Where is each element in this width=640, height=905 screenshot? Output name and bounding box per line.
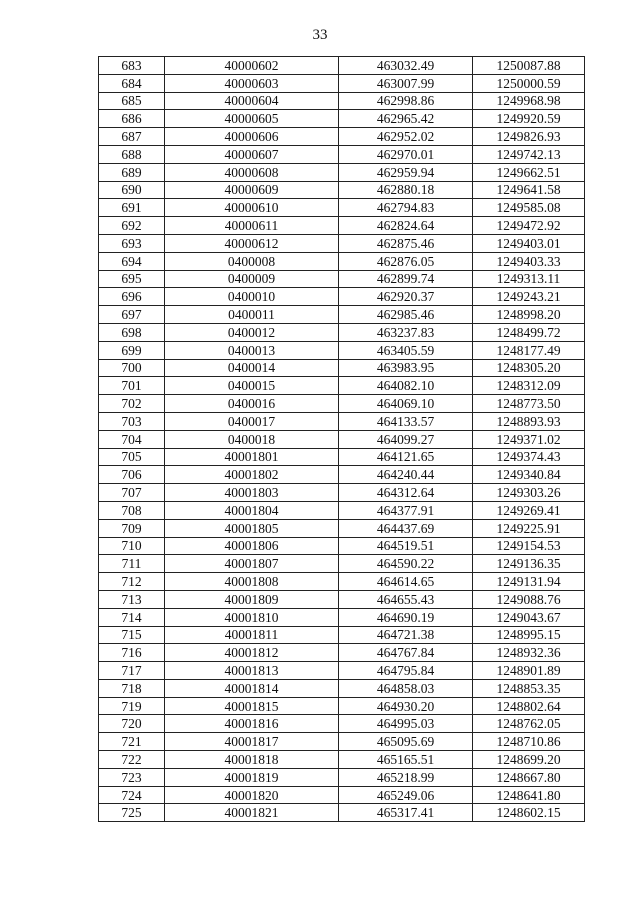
- y-coordinate-cell: 1249662.51: [473, 163, 585, 181]
- x-coordinate-cell: 462794.83: [339, 199, 473, 217]
- y-coordinate-cell: 1249269.41: [473, 501, 585, 519]
- x-coordinate-cell: 464721.38: [339, 626, 473, 644]
- point-id-cell: 40001816: [165, 715, 339, 733]
- table-row: [99, 323, 585, 341]
- row-number-cell: 687: [99, 128, 165, 146]
- point-id-cell: 40000605: [165, 110, 339, 128]
- row-number-cell: 690: [99, 181, 165, 199]
- table-row: [99, 751, 585, 769]
- x-coordinate-cell: 464655.43: [339, 590, 473, 608]
- y-coordinate-cell: 1248932.36: [473, 644, 585, 662]
- x-coordinate-cell: 464312.64: [339, 484, 473, 502]
- y-coordinate-cell: 1248641.80: [473, 786, 585, 804]
- row-number-cell: 689: [99, 163, 165, 181]
- row-number-cell: 723: [99, 768, 165, 786]
- y-coordinate-cell: 1248699.20: [473, 751, 585, 769]
- point-id-cell: 40001801: [165, 448, 339, 466]
- y-coordinate-cell: 1248710.86: [473, 733, 585, 751]
- point-id-cell: 40001810: [165, 608, 339, 626]
- x-coordinate-cell: 463237.83: [339, 323, 473, 341]
- point-id-cell: 40001809: [165, 590, 339, 608]
- x-coordinate-cell: 465249.06: [339, 786, 473, 804]
- y-coordinate-cell: 1248312.09: [473, 377, 585, 395]
- point-id-cell: 40000602: [165, 57, 339, 75]
- table-row: [99, 412, 585, 430]
- coordinates-table: [98, 56, 585, 822]
- y-coordinate-cell: 1249313.11: [473, 270, 585, 288]
- row-number-cell: 697: [99, 306, 165, 324]
- table-row: [99, 555, 585, 573]
- row-number-cell: 708: [99, 501, 165, 519]
- row-number-cell: 716: [99, 644, 165, 662]
- row-number-cell: 692: [99, 217, 165, 235]
- point-id-cell: 0400018: [165, 430, 339, 448]
- table-row: [99, 662, 585, 680]
- table-row: [99, 199, 585, 217]
- page-number: 33: [312, 27, 328, 43]
- x-coordinate-cell: 464121.65: [339, 448, 473, 466]
- row-number-cell: 725: [99, 804, 165, 822]
- row-number-cell: 721: [99, 733, 165, 751]
- point-id-cell: 0400010: [165, 288, 339, 306]
- x-coordinate-cell: 462959.94: [339, 163, 473, 181]
- y-coordinate-cell: 1248802.64: [473, 697, 585, 715]
- table-row: [99, 501, 585, 519]
- row-number-cell: 706: [99, 466, 165, 484]
- row-number-cell: 698: [99, 323, 165, 341]
- row-number-cell: 694: [99, 252, 165, 270]
- table-row: [99, 626, 585, 644]
- row-number-cell: 718: [99, 679, 165, 697]
- x-coordinate-cell: 462985.46: [339, 306, 473, 324]
- row-number-cell: 703: [99, 412, 165, 430]
- x-coordinate-cell: 464069.10: [339, 395, 473, 413]
- row-number-cell: 693: [99, 234, 165, 252]
- y-coordinate-cell: 1249043.67: [473, 608, 585, 626]
- y-coordinate-cell: 1249371.02: [473, 430, 585, 448]
- point-id-cell: 40001815: [165, 697, 339, 715]
- row-number-cell: 707: [99, 484, 165, 502]
- row-number-cell: 695: [99, 270, 165, 288]
- y-coordinate-cell: 1249920.59: [473, 110, 585, 128]
- y-coordinate-cell: 1249742.13: [473, 145, 585, 163]
- y-coordinate-cell: 1249225.91: [473, 519, 585, 537]
- row-number-cell: 719: [99, 697, 165, 715]
- row-number-cell: 700: [99, 359, 165, 377]
- row-number-cell: 699: [99, 341, 165, 359]
- point-id-cell: 40000607: [165, 145, 339, 163]
- x-coordinate-cell: 464590.22: [339, 555, 473, 573]
- y-coordinate-cell: 1248893.93: [473, 412, 585, 430]
- table-row: [99, 484, 585, 502]
- point-id-cell: 40001818: [165, 751, 339, 769]
- table-row: [99, 395, 585, 413]
- y-coordinate-cell: 1248499.72: [473, 323, 585, 341]
- row-number-cell: 704: [99, 430, 165, 448]
- point-id-cell: 40000606: [165, 128, 339, 146]
- table-row: [99, 234, 585, 252]
- x-coordinate-cell: 464858.03: [339, 679, 473, 697]
- x-coordinate-cell: 464240.44: [339, 466, 473, 484]
- table-row: [99, 519, 585, 537]
- table-row: [99, 217, 585, 235]
- x-coordinate-cell: 464519.51: [339, 537, 473, 555]
- row-number-cell: 714: [99, 608, 165, 626]
- y-coordinate-cell: 1249403.33: [473, 252, 585, 270]
- table-row: [99, 590, 585, 608]
- point-id-cell: 40001807: [165, 555, 339, 573]
- x-coordinate-cell: 465095.69: [339, 733, 473, 751]
- row-number-cell: 715: [99, 626, 165, 644]
- coordinates-table-body: [99, 57, 585, 822]
- point-id-cell: 0400017: [165, 412, 339, 430]
- point-id-cell: 40000609: [165, 181, 339, 199]
- table-row: [99, 252, 585, 270]
- x-coordinate-cell: 464930.20: [339, 697, 473, 715]
- point-id-cell: 0400009: [165, 270, 339, 288]
- row-number-cell: 705: [99, 448, 165, 466]
- table-row: [99, 608, 585, 626]
- y-coordinate-cell: 1249374.43: [473, 448, 585, 466]
- row-number-cell: 717: [99, 662, 165, 680]
- y-coordinate-cell: 1249088.76: [473, 590, 585, 608]
- row-number-cell: 713: [99, 590, 165, 608]
- y-coordinate-cell: 1249243.21: [473, 288, 585, 306]
- point-id-cell: 0400016: [165, 395, 339, 413]
- x-coordinate-cell: 462970.01: [339, 145, 473, 163]
- table-row: [99, 466, 585, 484]
- y-coordinate-cell: 1249403.01: [473, 234, 585, 252]
- table-row: [99, 768, 585, 786]
- point-id-cell: 40001811: [165, 626, 339, 644]
- point-id-cell: 0400014: [165, 359, 339, 377]
- x-coordinate-cell: 462824.64: [339, 217, 473, 235]
- point-id-cell: 0400011: [165, 306, 339, 324]
- row-number-cell: 686: [99, 110, 165, 128]
- x-coordinate-cell: 464377.91: [339, 501, 473, 519]
- point-id-cell: 40000611: [165, 217, 339, 235]
- x-coordinate-cell: 464767.84: [339, 644, 473, 662]
- point-id-cell: 0400015: [165, 377, 339, 395]
- table-row: [99, 715, 585, 733]
- row-number-cell: 702: [99, 395, 165, 413]
- point-id-cell: 40000604: [165, 92, 339, 110]
- table-row: [99, 341, 585, 359]
- table-row: [99, 537, 585, 555]
- x-coordinate-cell: 464133.57: [339, 412, 473, 430]
- point-id-cell: 40001819: [165, 768, 339, 786]
- x-coordinate-cell: 464437.69: [339, 519, 473, 537]
- table-row: [99, 163, 585, 181]
- x-coordinate-cell: 464690.19: [339, 608, 473, 626]
- point-id-cell: 40001804: [165, 501, 339, 519]
- y-coordinate-cell: 1248853.35: [473, 679, 585, 697]
- table-row: [99, 57, 585, 75]
- y-coordinate-cell: 1249136.35: [473, 555, 585, 573]
- table-row: [99, 679, 585, 697]
- x-coordinate-cell: 465165.51: [339, 751, 473, 769]
- y-coordinate-cell: 1249641.58: [473, 181, 585, 199]
- table-row: [99, 110, 585, 128]
- table-row: [99, 733, 585, 751]
- table-row: [99, 270, 585, 288]
- x-coordinate-cell: 463007.99: [339, 74, 473, 92]
- point-id-cell: 40001805: [165, 519, 339, 537]
- point-id-cell: 0400012: [165, 323, 339, 341]
- table-row: [99, 359, 585, 377]
- y-coordinate-cell: 1248177.49: [473, 341, 585, 359]
- x-coordinate-cell: 462880.18: [339, 181, 473, 199]
- y-coordinate-cell: 1248773.50: [473, 395, 585, 413]
- x-coordinate-cell: 464795.84: [339, 662, 473, 680]
- point-id-cell: 40001806: [165, 537, 339, 555]
- y-coordinate-cell: 1249585.08: [473, 199, 585, 217]
- y-coordinate-cell: 1250000.59: [473, 74, 585, 92]
- x-coordinate-cell: 462998.86: [339, 92, 473, 110]
- row-number-cell: 720: [99, 715, 165, 733]
- row-number-cell: 691: [99, 199, 165, 217]
- point-id-cell: 40001814: [165, 679, 339, 697]
- table-row: [99, 74, 585, 92]
- row-number-cell: 696: [99, 288, 165, 306]
- x-coordinate-cell: 462875.46: [339, 234, 473, 252]
- x-coordinate-cell: 463032.49: [339, 57, 473, 75]
- x-coordinate-cell: 463983.95: [339, 359, 473, 377]
- y-coordinate-cell: 1249826.93: [473, 128, 585, 146]
- point-id-cell: 0400008: [165, 252, 339, 270]
- x-coordinate-cell: 464995.03: [339, 715, 473, 733]
- row-number-cell: 683: [99, 57, 165, 75]
- table-row: [99, 430, 585, 448]
- x-coordinate-cell: 465218.99: [339, 768, 473, 786]
- row-number-cell: 685: [99, 92, 165, 110]
- table-row: [99, 448, 585, 466]
- y-coordinate-cell: 1248998.20: [473, 306, 585, 324]
- table-row: [99, 377, 585, 395]
- y-coordinate-cell: 1248667.80: [473, 768, 585, 786]
- table-row: [99, 697, 585, 715]
- x-coordinate-cell: 463405.59: [339, 341, 473, 359]
- table-row: [99, 786, 585, 804]
- row-number-cell: 684: [99, 74, 165, 92]
- table-row: [99, 644, 585, 662]
- x-coordinate-cell: 464082.10: [339, 377, 473, 395]
- row-number-cell: 712: [99, 573, 165, 591]
- row-number-cell: 711: [99, 555, 165, 573]
- table-row: [99, 306, 585, 324]
- x-coordinate-cell: 462952.02: [339, 128, 473, 146]
- point-id-cell: 40001803: [165, 484, 339, 502]
- table-row: [99, 181, 585, 199]
- point-id-cell: 40001812: [165, 644, 339, 662]
- row-number-cell: 710: [99, 537, 165, 555]
- y-coordinate-cell: 1249340.84: [473, 466, 585, 484]
- y-coordinate-cell: 1248305.20: [473, 359, 585, 377]
- point-id-cell: 0400013: [165, 341, 339, 359]
- row-number-cell: 709: [99, 519, 165, 537]
- y-coordinate-cell: 1248995.15: [473, 626, 585, 644]
- x-coordinate-cell: 464099.27: [339, 430, 473, 448]
- y-coordinate-cell: 1249154.53: [473, 537, 585, 555]
- y-coordinate-cell: 1250087.88: [473, 57, 585, 75]
- table-row: [99, 128, 585, 146]
- x-coordinate-cell: 462899.74: [339, 270, 473, 288]
- point-id-cell: 40001813: [165, 662, 339, 680]
- x-coordinate-cell: 462876.05: [339, 252, 473, 270]
- y-coordinate-cell: 1248762.05: [473, 715, 585, 733]
- table-row: [99, 804, 585, 822]
- table-row: [99, 573, 585, 591]
- x-coordinate-cell: 462965.42: [339, 110, 473, 128]
- point-id-cell: 40001821: [165, 804, 339, 822]
- y-coordinate-cell: 1249472.92: [473, 217, 585, 235]
- y-coordinate-cell: 1248901.89: [473, 662, 585, 680]
- table-row: [99, 92, 585, 110]
- y-coordinate-cell: 1249303.26: [473, 484, 585, 502]
- point-id-cell: 40001802: [165, 466, 339, 484]
- point-id-cell: 40001808: [165, 573, 339, 591]
- row-number-cell: 722: [99, 751, 165, 769]
- table-row: [99, 145, 585, 163]
- point-id-cell: 40000608: [165, 163, 339, 181]
- point-id-cell: 40000610: [165, 199, 339, 217]
- point-id-cell: 40001817: [165, 733, 339, 751]
- row-number-cell: 724: [99, 786, 165, 804]
- point-id-cell: 40000603: [165, 74, 339, 92]
- x-coordinate-cell: 464614.65: [339, 573, 473, 591]
- y-coordinate-cell: 1249131.94: [473, 573, 585, 591]
- y-coordinate-cell: 1249968.98: [473, 92, 585, 110]
- row-number-cell: 688: [99, 145, 165, 163]
- point-id-cell: 40000612: [165, 234, 339, 252]
- y-coordinate-cell: 1248602.15: [473, 804, 585, 822]
- point-id-cell: 40001820: [165, 786, 339, 804]
- x-coordinate-cell: 465317.41: [339, 804, 473, 822]
- x-coordinate-cell: 462920.37: [339, 288, 473, 306]
- row-number-cell: 701: [99, 377, 165, 395]
- table-row: [99, 288, 585, 306]
